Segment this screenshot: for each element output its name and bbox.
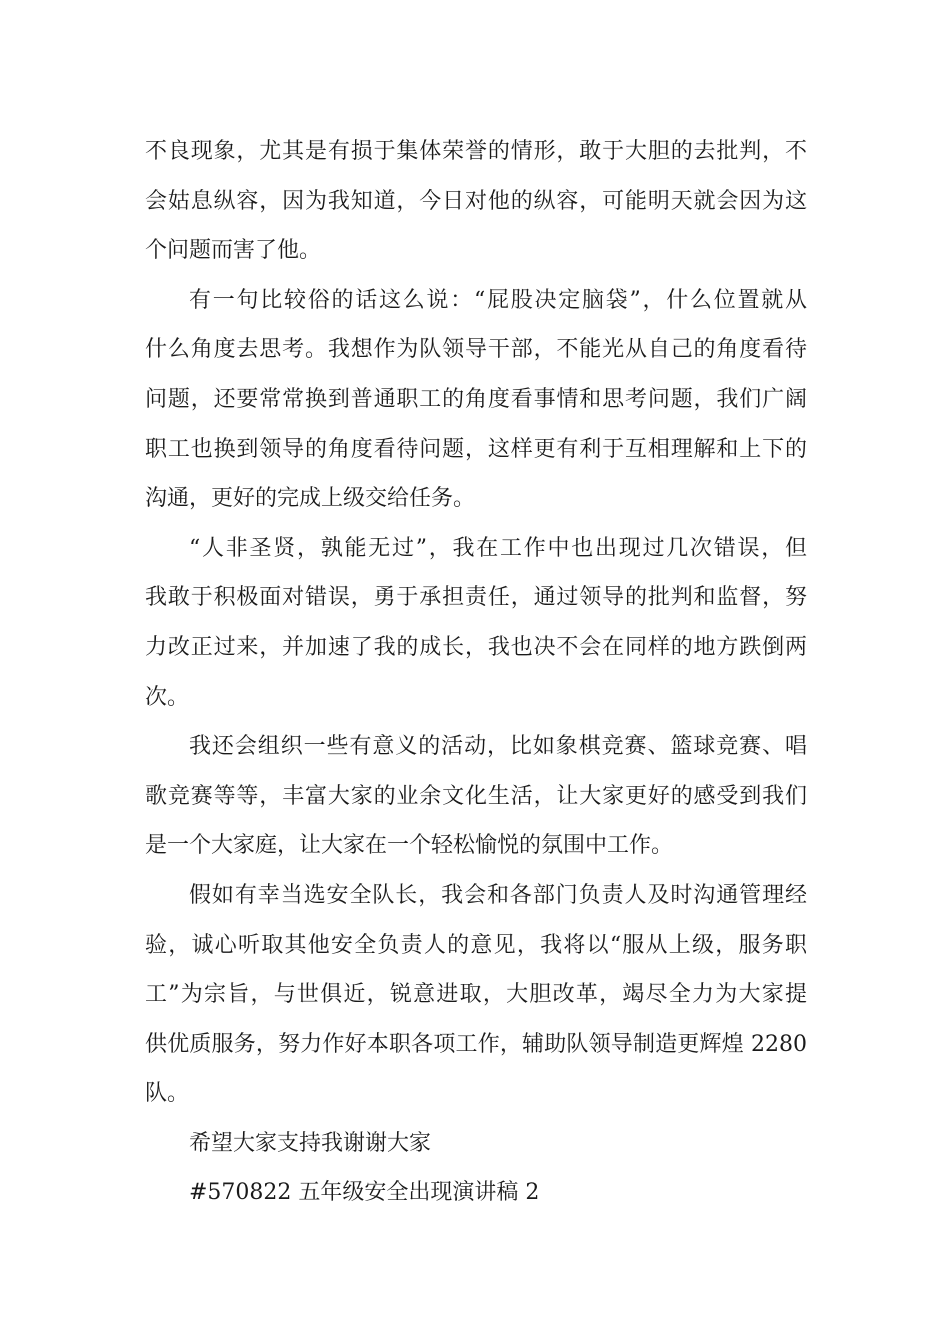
text-line: “人非圣贤，孰能无过”，我在工作中也出现过几次错误，但 [189,535,807,561]
text-line: 个问题而害了他。 [145,238,322,264]
text-line: 供优质服务，努力作好本职各项工作，辅助队领导制造更辉煌 2280 [145,1031,807,1057]
closing-line: 希望大家支持我谢谢大家 [189,1130,432,1156]
text-line: 有一句比较俗的话这么说：“屁股决定脑袋”，什么位置就从 [189,287,807,313]
text-line: 假如有幸当选安全队长，我会和各部门负责人及时沟通管理经 [189,882,807,908]
text-line: 力改正过来，并加速了我的成长，我也决不会在同样的地方跌倒两 [145,634,807,660]
text-line: 沟通，更好的完成上级交给任务。 [145,486,476,512]
document-body [145,127,807,1218]
text-line: 不良现象，尤其是有损于集体荣誉的情形，敢于大胆的去批判，不 [145,139,807,164]
text-line: 歌竞赛等等，丰富大家的业余文化生活，让大家更好的感受到我们 [145,783,807,809]
text-line: 什么角度去思考。我想作为队领导干部，不能光从自己的角度看待 [145,337,807,363]
paragraph [145,524,807,722]
paragraph [145,722,807,871]
text-line: 次。 [145,684,190,710]
text-line: 工”为宗旨，与世俱近，锐意进取，大胆改革，竭尽全力为大家提 [145,982,807,1008]
text-line: 是一个大家庭，让大家在一个轻松愉悦的氛围中工作。 [145,833,674,859]
paragraph [145,1168,807,1218]
paragraph [145,127,807,276]
text-line: 会姑息纵容，因为我知道，今日对他的纵容，可能明天就会因为这 [145,188,807,214]
paragraph [145,1119,807,1169]
text-line: 职工也换到领导的角度看待问题，这样更有利于互相理解和上下的 [145,436,807,462]
text-line: 验，诚心听取其他安全负责人的意见，我将以“服从上级，服务职 [145,932,807,958]
text-line: 我敢于积极面对错误，勇于承担责任，通过领导的批判和监督，努 [145,585,807,611]
paragraph [145,276,807,524]
paragraph [145,871,807,1119]
text-line: 问题，还要常常换到普通职工的角度看事情和思考问题，我们广阔 [145,386,807,412]
text-line: 我还会组织一些有意义的活动，比如象棋竞赛、篮球竞赛、唱 [189,734,807,760]
section-heading: #570822 五年级安全出现演讲稿 2 [189,1180,540,1206]
text-line: 队。 [145,1081,190,1107]
